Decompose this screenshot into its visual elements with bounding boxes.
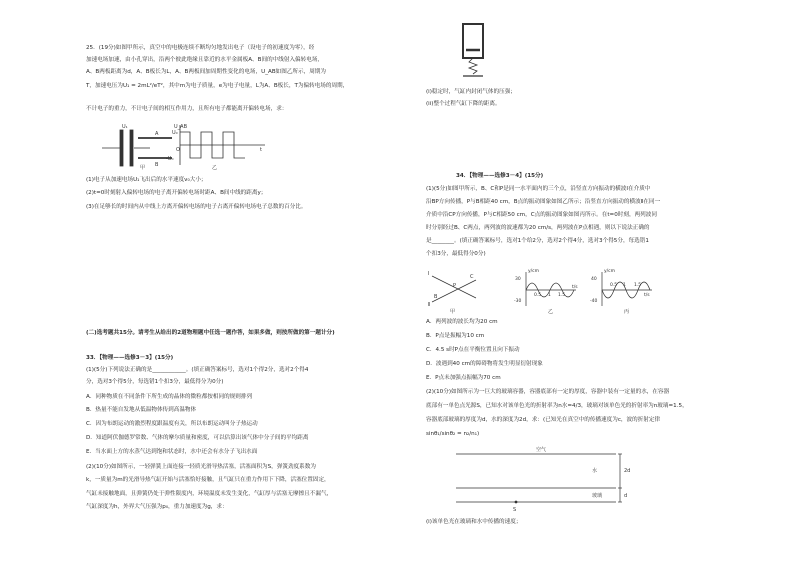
q34-title: 34．【物理——选修3－4】(15分) xyxy=(456,173,544,179)
wave-c-40: 40 xyxy=(591,277,597,282)
wave-label-jia: 甲 xyxy=(450,309,456,314)
label-o: O xyxy=(176,147,180,153)
wave-b-tunit: t/s xyxy=(572,285,578,290)
q34-wave-figures xyxy=(426,266,656,314)
label-yi: 乙 xyxy=(212,165,218,170)
q33-option-c: C．因为布朗运动的激烈程度跟温度有关，所以布朗运动叫分子热运动 xyxy=(86,421,258,427)
q34-option-a: A．两列波的波长均为20 cm xyxy=(426,319,498,325)
fig-glass-label: 玻璃 xyxy=(592,493,603,499)
q34-2-line-1: (2)(10分)如图所示为一巨大的玻璃容器，容器底部有一定的厚度，容器中装有一定量的水，在容器 xyxy=(426,389,670,395)
q33-2-sub-i: (i)稳定时，气缸内封闭气体的压强； xyxy=(426,89,516,95)
fig-air-label: 空气 xyxy=(536,447,547,453)
wave-c-neg40: -40 xyxy=(590,299,598,304)
wave-label-bing: 丙 xyxy=(624,309,630,314)
label-u1: U₁ xyxy=(122,124,128,130)
fig-d-label: d xyxy=(624,493,628,499)
q25-line-4: T，加速电压为U₁ = 2mL²/eT²，其中m为电子质量，e为电子电量，L为A、B板长，T为偏转电场的周期， xyxy=(86,83,349,89)
q33-option-d: D．知道阿伏伽德罗常数、气体的摩尔质量和密度，可以估算出该气体中分子间的平均距离 xyxy=(86,435,309,441)
fig-s-label: S xyxy=(513,507,517,513)
q34-option-b: B．P点是振幅为10 cm xyxy=(426,333,485,339)
wave-b-t1: 0.5 xyxy=(534,293,542,298)
wave-c-t1: 0.5 xyxy=(610,283,618,288)
q34-2-line-3: 容器底部玻璃的厚度为d，水的深度为2d，求：(已知光在真空中的传播速度为c，波的折射定律 xyxy=(426,417,661,423)
q25-line-1: 25．(19分)如图甲所示，真空中的电极连续不断均匀地发出电子（设电子的初速度为零），经 xyxy=(86,45,315,51)
q33-1-line-1: (1)(5分)下列说法正确的是____________。(填正确答案标号，选对1个得2分，选对2个得4 xyxy=(86,367,309,373)
wave-c-t2: 1 xyxy=(623,283,626,288)
wave-b-neg30: -30 xyxy=(514,299,522,304)
q25-question-2: (2)t=0时刻射入偏转电场的电子离开偏转电场时距A、B间中线的距离y； xyxy=(86,190,267,196)
section2-heading: (二)选考题共15分。请考生从给出的2道物理题中任选一题作答，如果多做，则按所做的第一题计分) xyxy=(86,330,335,336)
cylinder-figure xyxy=(460,20,488,82)
label-b: B xyxy=(155,162,159,168)
wave-label-p: P xyxy=(453,283,457,289)
fig-water-label: 水 xyxy=(592,468,598,474)
q25-line-2: 加速电场加速，由小孔穿出，沿两个彼此绝缘且靠近的水平金属板A、B间的中线射入偏转电场， xyxy=(86,57,324,63)
q34-1-line-2: 沿BP方向传播，P与B相距40 cm，B点的振动图象如图乙所示；沿竖直方向振动的横波Ⅱ在同一 xyxy=(426,199,661,205)
wave-c-t3: 1.5 xyxy=(634,283,642,288)
label-u0: U₀ xyxy=(172,130,178,136)
q34-1-line-1: (1)(5分)如图甲所示，B、C和P是同一水平面内的三个点，沿竖直方向振动的横波Ⅰ在介质中 xyxy=(426,186,651,192)
q33-2-line-3: 气缸未接触地面，且弹簧仍处于弹性限度内，环境温度未发生变化，气缸厚与活塞无摩擦且不漏气， xyxy=(86,491,333,497)
q33-option-a: A．同种物质在不同条件下所生成的晶体的微粒都按相同的规则排列 xyxy=(86,394,253,400)
wave-b-yunit: y/cm xyxy=(528,269,540,274)
wave-b-30: 30 xyxy=(515,277,521,282)
wave-label-two: Ⅱ xyxy=(428,302,431,308)
q34-2-line-4: sinθ₁/sinθ₂ = n₂/n₁) xyxy=(426,431,480,437)
q25-line-3: A、B两板距离为d，A、B板长为L，A、B两板间加周期性变化的电场，U_AB如图乙所示，周期为 xyxy=(86,69,326,75)
q33-option-e: E．当水面上方的水蒸气达到饱和状态时，水中还会有水分子飞出水面 xyxy=(86,449,258,455)
q34-1-line-4: 时分别经过B、C两点，两列波的波速都为20 cm/s，两列波在P点相遇，则以下说法正确的 xyxy=(426,225,650,231)
q25-question-1: (1)电子从加速电场U₁飞出后的水平速度v₀大小； xyxy=(86,177,207,183)
q34-option-d: D．波遇到40 cm的障碍物将发生明显衍射现象 xyxy=(426,361,543,367)
q34-2-sub-i: (i)该单色光在玻璃和水中传播的速度； xyxy=(426,519,522,525)
wave-b-t3: 1.5 xyxy=(558,293,566,298)
label-neg-u0: -U₀ xyxy=(166,156,174,162)
q34-1-line-6: 个扣3分，最低得分0分) xyxy=(426,251,486,257)
q33-option-b: B．热量不能自发地从低温物体传到高温物体 xyxy=(86,407,197,413)
q25-line-5: 不计电子的重力，不计电子间的相互作用力，且所有电子都能离开偏转电场，求： xyxy=(86,106,288,112)
fig-2d-label: 2d xyxy=(624,468,631,474)
q34-option-c: C．4.5 s时P点在平衡位置且向下振动 xyxy=(426,347,520,353)
label-uab: U_AB xyxy=(174,124,188,130)
q25-question-3: (3)在足够长的时间内从中线上方离开偏转电场的电子占离开偏转电场电子总数的百分比。 xyxy=(86,204,307,210)
label-a: A xyxy=(155,131,159,137)
wave-label-yi: 乙 xyxy=(548,309,554,314)
q33-2-line-1: (2)(10分)如图所示，一轻弹簧上面连接一轻质光滑导热活塞，活塞面积为S，弹簧劲度系数为 xyxy=(86,464,316,470)
q34-option-e: E．P点未加强点振幅为70 cm xyxy=(426,375,501,381)
label-t: t xyxy=(260,147,262,153)
wave-label-one: Ⅰ xyxy=(428,271,430,277)
q34-container-figure xyxy=(456,444,646,516)
wave-b-t2: 1 xyxy=(548,293,551,298)
q33-2-sub-ii: (ii)整个过程气缸下降的距离。 xyxy=(426,101,501,107)
q34-2-line-2: 底部有一单色点光源S，已知水对该单色光的折射率为n水=4/3，玻璃对该单色光的折射率为n玻璃=1.5， xyxy=(426,403,688,409)
wave-label-c: C xyxy=(470,274,474,280)
label-jia: 甲 xyxy=(140,165,146,170)
wave-c-yunit: y/cm xyxy=(604,269,616,274)
q25-figure xyxy=(100,120,270,170)
q33-2-line-4: 气缸深度为h，外界大气压强为p₀，重力加速度为g，求： xyxy=(86,504,228,510)
wave-label-b: B xyxy=(434,294,438,300)
q34-1-line-5: 是________。(填正确答案标号，选对1个给2分，选对2个得4分，选对3个得5分，每选错1 xyxy=(426,238,649,244)
q33-title: 33．【物理——选修3－3】(15分) xyxy=(86,355,174,361)
q34-1-line-3: 介质中沿CP方向传播，P与C相距50 cm，C点的振动图象如图丙所示。在t=0时刻，两列波同 xyxy=(426,212,657,218)
wave-c-tunit: t/s xyxy=(644,293,650,298)
q33-1-line-2: 分，选对3个得5分，每选错1个扣3分，最低得分为0分) xyxy=(86,379,224,385)
q33-2-line-2: k，一质量为m的光滑导热气缸开始与活塞恰好接触，且气缸只在重力作用下下降，活塞位置固定， xyxy=(86,477,330,483)
